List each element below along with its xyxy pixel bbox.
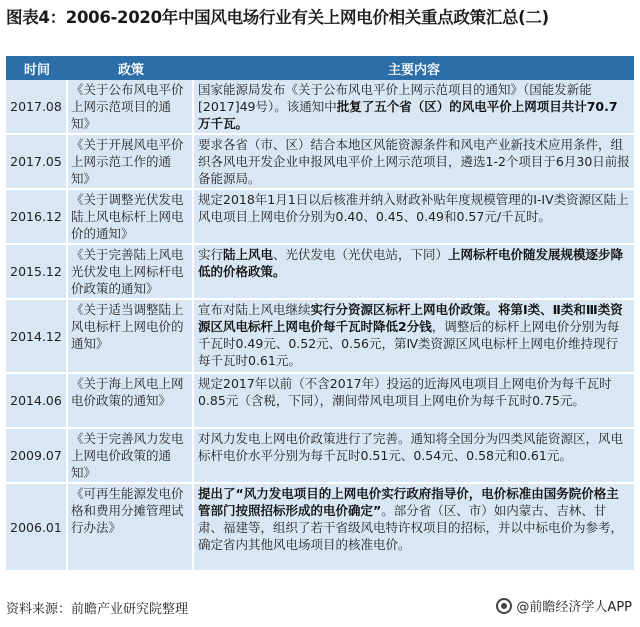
content-bold: 提出了“风力发电项目的上网电价实行政府指导价，电价标准由国务院价格主管部门按照招标形成的电价确定” <box>198 486 619 518</box>
row-policy: 《关于调整光伏发电陆上风电标杆上网电价的通知》 <box>68 190 194 243</box>
brand-credit <box>496 596 632 615</box>
row-time: 2014.06 <box>6 374 68 427</box>
policy-table <box>6 56 634 572</box>
row-time: 2016.12 <box>6 190 68 243</box>
content-bold: 上网标杆电价随发展规模逐步降低的价格政策。 <box>198 247 624 279</box>
row-time: 2017.08 <box>6 80 68 133</box>
content-text: 宣布对陆上风电继续 <box>198 302 311 317</box>
content-text: 要求各省（市、区）结合本地区风能资源条件和风电产业新技术应用条件，组织各风电开发企业申报风电平价上网示范项目，遴选1-2个项目于6月30日前报备能源局。 <box>198 137 630 186</box>
header-time: 时间 <box>23 62 50 78</box>
table-row <box>6 80 634 135</box>
row-policy: 《关于完善陆上风电光伏发电上网标杆电价政策的通知》 <box>68 245 194 298</box>
content-bold: 实行分资源区标杆上网电价政策。将第Ⅰ类、Ⅱ类和Ⅲ类资源区风电标杆上网电价每千瓦时降低2分钱 <box>198 302 623 334</box>
content-bold: 陆上风电 <box>223 247 274 262</box>
content-text: 规定2018年1月1日以后核准并纳入财政补贴年度规模管理的I-IV类资源区陆上风电项目上网电价分别为0.40、0.45、0.49和0.57元/千瓦时。 <box>198 192 629 224</box>
row-time: 2006.01 <box>6 484 68 570</box>
table-row <box>6 135 634 190</box>
row-content <box>194 135 634 188</box>
table-header <box>6 56 634 80</box>
row-content <box>194 374 634 427</box>
row-policy: 《关于开展风电平价上网示范工作的通知》 <box>68 135 194 188</box>
brand-logo-icon <box>496 598 512 614</box>
row-content <box>194 190 634 243</box>
row-time: 2014.12 <box>6 300 68 372</box>
content-text: 规定2017年以前（不含2017年）投运的近海风电项目上网电价为每千瓦时0.85元（含税，下同），潮间带风电项目上网电价为每千瓦时0.75元。 <box>198 376 612 408</box>
content-text: 实行 <box>198 247 224 262</box>
row-policy: 《关于海上风电上网电价政策的通知》 <box>68 374 194 427</box>
content-text: 对风力发电上网电价政策进行了完善。通知将全国分为四类风能资源区，风电标杆电价水平分别为每千瓦时0.51元、0.54元、0.58元和0.61元。 <box>198 431 624 463</box>
header-policy: 政策 <box>117 62 144 78</box>
row-policy: 《关于公布风电平价上网示范项目的通知》 <box>68 80 194 133</box>
row-content <box>194 429 634 482</box>
row-policy: 《关于适当调整陆上风电标杆上网电价的通知》 <box>68 300 194 372</box>
row-content <box>194 300 634 372</box>
row-content <box>194 80 634 133</box>
row-time: 2015.12 <box>6 245 68 298</box>
table-body <box>6 80 634 572</box>
row-content <box>194 245 634 298</box>
page-title: 图表4：2006-2020年中国风电场行业有关上网电价相关重点政策汇总(二) <box>6 8 549 27</box>
table-row <box>6 484 634 572</box>
row-policy: 《可再生能源发电价格和费用分摊管理试行办法》 <box>68 484 194 570</box>
row-policy: 《关于完善风力发电上网电价政策的通知》 <box>68 429 194 482</box>
table-row <box>6 429 634 484</box>
source-note: 资料来源：前瞻产业研究院整理 <box>6 602 189 617</box>
content-text: 。部分省（区、市）如内蒙古、吉林、甘肃、福建等，组织了若干省级风电特许权项目的招标，并以中标电价为参考，确定省内其他风电场项目的核准电价。 <box>198 503 624 552</box>
content-bold: 批复了五个省（区）的风电平价上网项目共计70.7万千瓦。 <box>198 99 618 131</box>
row-time: 2009.07 <box>6 429 68 482</box>
table-row <box>6 190 634 245</box>
table-row <box>6 300 634 374</box>
table-row <box>6 245 634 300</box>
row-content <box>194 484 634 570</box>
header-content: 主要内容 <box>387 62 440 78</box>
brand-text: @前瞻经济学人APP <box>516 600 632 615</box>
table-row <box>6 374 634 429</box>
content-text: 、光伏发电（光伏电站，下同） <box>273 247 449 262</box>
content-text: ，调整后的标杆上网电价分别为每千瓦时0.49元、0.52元、0.56元，第Ⅳ类资源区风电标杆上网电价维持现行每千瓦时0.61元。 <box>198 319 620 368</box>
row-time: 2017.05 <box>6 135 68 188</box>
content-text: 国家能源局发布《关于公布风电平价上网示范项目的通知》（国能发新能[2017]49号）。该通知中 <box>198 82 592 114</box>
